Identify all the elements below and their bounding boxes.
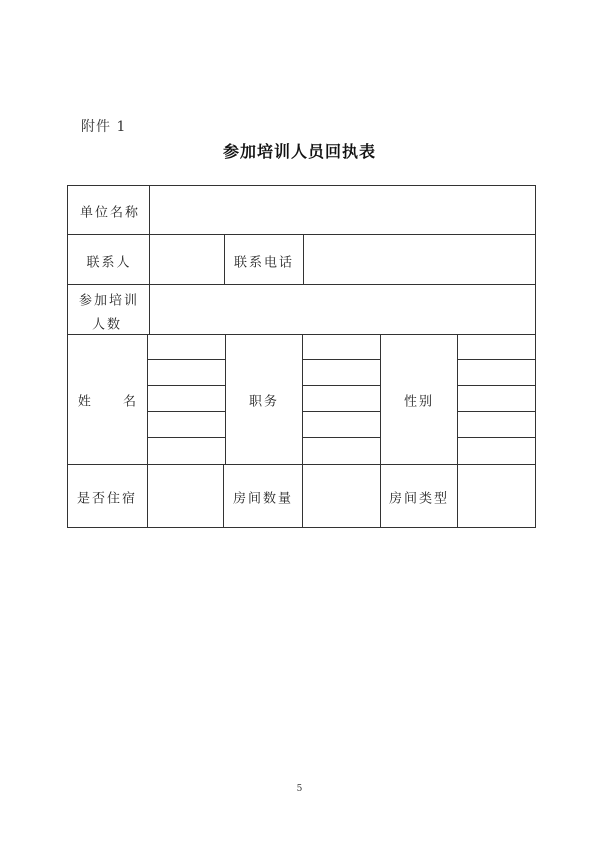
attendees-label-line1: 参加培训 xyxy=(78,293,140,309)
room-count-label: 房间数量 xyxy=(232,491,294,507)
attachment-label: 附件 1 xyxy=(81,119,127,135)
gender-label: 性别 xyxy=(403,394,435,410)
page-title: 参加培训人员回执表 xyxy=(222,142,376,161)
accommodation-label: 是否住宿 xyxy=(76,491,138,507)
phone-label: 联系电话 xyxy=(233,255,295,271)
unit-name-label: 单位名称 xyxy=(79,205,141,221)
position-label: 职务 xyxy=(248,394,280,410)
name-label: 姓 名 xyxy=(77,394,151,410)
contact-label: 联系人 xyxy=(86,255,132,271)
page-number: 5 xyxy=(296,784,303,794)
attendees-label-line2: 人数 xyxy=(91,317,123,333)
table-border xyxy=(68,186,536,528)
room-type-label: 房间类型 xyxy=(388,491,450,507)
